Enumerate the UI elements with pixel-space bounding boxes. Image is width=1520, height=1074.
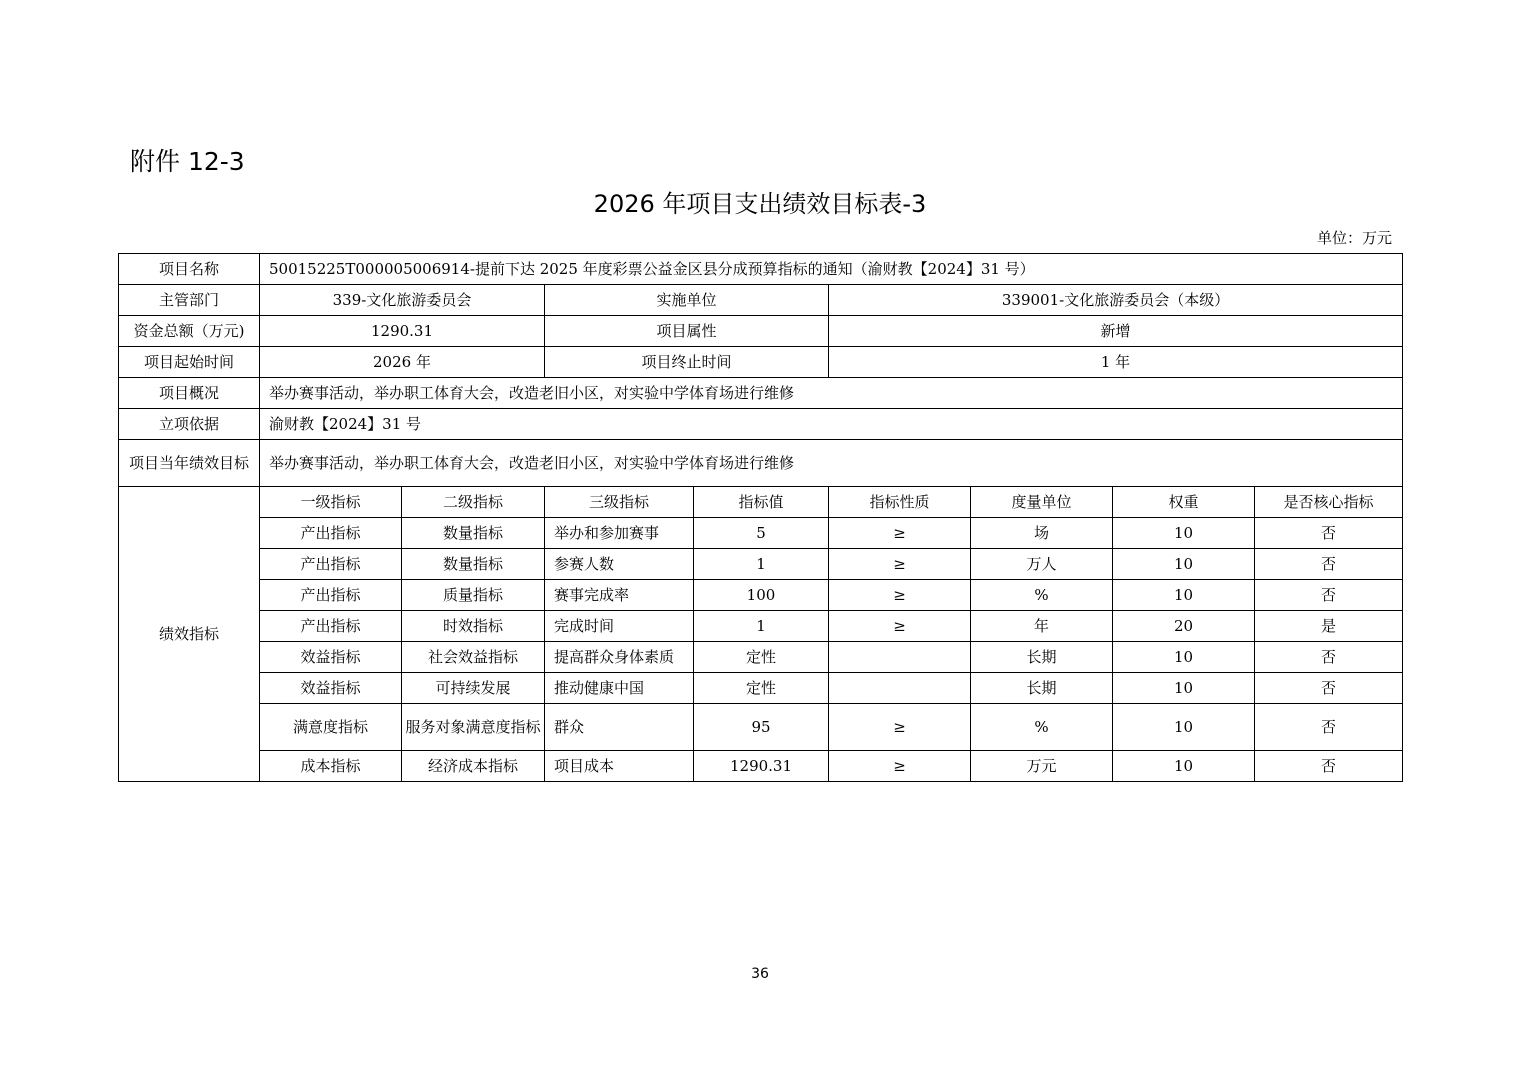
unit-cell: %	[971, 704, 1113, 751]
level1-cell: 产出指标	[260, 580, 402, 611]
header-cell: 是否核心指标	[1255, 487, 1403, 518]
core-cell: 否	[1255, 518, 1403, 549]
start-label: 项目起始时间	[119, 347, 260, 378]
indicator-row	[119, 518, 1403, 549]
unit-cell: 场	[971, 518, 1113, 549]
nature-cell: ≥	[829, 751, 971, 782]
impl-label: 实施单位	[545, 285, 829, 316]
header-cell: 指标值	[694, 487, 829, 518]
page-number: 36	[751, 966, 769, 982]
attr-value: 新增	[829, 316, 1403, 347]
overview-value: 举办赛事活动，举办职工体育大会，改造老旧小区，对实验中学体育场进行维修	[260, 378, 1403, 409]
level1-cell: 产出指标	[260, 549, 402, 580]
unit-cell: 长期	[971, 642, 1113, 673]
impl-value: 339001-文化旅游委员会（本级）	[829, 285, 1403, 316]
attachment-label: 附件 12-3	[130, 147, 245, 176]
unit-cell: %	[971, 580, 1113, 611]
indicator-row	[119, 611, 1403, 642]
unit-label: 单位：万元	[1316, 229, 1392, 247]
goal-value: 举办赛事活动，举办职工体育大会，改造老旧小区，对实验中学体育场进行维修	[260, 440, 1403, 487]
core-cell: 否	[1255, 704, 1403, 751]
goal-label: 项目当年绩效目标	[119, 440, 260, 487]
level3-cell: 举办和参加赛事	[545, 518, 694, 549]
row-goal	[119, 440, 1403, 487]
attr-label: 项目属性	[545, 316, 829, 347]
unit-cell: 万人	[971, 549, 1113, 580]
header-cell: 权重	[1113, 487, 1255, 518]
level1-cell: 满意度指标	[260, 704, 402, 751]
page-title: 2026 年项目支出绩效目标表-3	[593, 190, 927, 218]
core-cell: 否	[1255, 751, 1403, 782]
row-project-name	[119, 254, 1403, 285]
row-basis	[119, 409, 1403, 440]
value-cell: 1	[694, 611, 829, 642]
level3-cell: 群众	[545, 704, 694, 751]
level2-cell: 服务对象满意度指标	[402, 704, 545, 751]
row-overview	[119, 378, 1403, 409]
value-cell: 1	[694, 549, 829, 580]
weight-cell: 10	[1113, 704, 1255, 751]
level3-cell: 参赛人数	[545, 549, 694, 580]
end-value: 1 年	[829, 347, 1403, 378]
value-cell: 5	[694, 518, 829, 549]
level3-cell: 项目成本	[545, 751, 694, 782]
basis-value: 渝财教【2024】31 号	[260, 409, 1403, 440]
row-funds	[119, 316, 1403, 347]
start-value: 2026 年	[260, 347, 545, 378]
project-name-label: 项目名称	[119, 254, 260, 285]
unit-cell: 长期	[971, 673, 1113, 704]
project-name-value: 50015225T000005006914-提前下达 2025 年度彩票公益金区县分成预算指标的通知（渝财教【2024】31 号）	[260, 254, 1403, 285]
value-cell: 定性	[694, 642, 829, 673]
nature-cell	[829, 673, 971, 704]
row-time	[119, 347, 1403, 378]
level2-cell: 数量指标	[402, 518, 545, 549]
level2-cell: 可持续发展	[402, 673, 545, 704]
indicator-row	[119, 642, 1403, 673]
unit-cell: 万元	[971, 751, 1113, 782]
nature-cell	[829, 642, 971, 673]
dept-value: 339-文化旅游委员会	[260, 285, 545, 316]
dept-label: 主管部门	[119, 285, 260, 316]
weight-cell: 20	[1113, 611, 1255, 642]
core-cell: 否	[1255, 642, 1403, 673]
indicator-section-label: 绩效指标	[119, 487, 260, 782]
indicator-row	[119, 704, 1403, 751]
indicator-row	[119, 549, 1403, 580]
level3-cell: 完成时间	[545, 611, 694, 642]
weight-cell: 10	[1113, 642, 1255, 673]
header-cell: 一级指标	[260, 487, 402, 518]
level3-cell: 赛事完成率	[545, 580, 694, 611]
header-cell: 三级指标	[545, 487, 694, 518]
nature-cell: ≥	[829, 580, 971, 611]
level2-cell: 时效指标	[402, 611, 545, 642]
weight-cell: 10	[1113, 751, 1255, 782]
nature-cell: ≥	[829, 704, 971, 751]
unit-cell: 年	[971, 611, 1113, 642]
performance-table	[118, 253, 1403, 782]
nature-cell: ≥	[829, 549, 971, 580]
basis-label: 立项依据	[119, 409, 260, 440]
funds-label: 资金总额（万元)	[119, 316, 260, 347]
core-cell: 是	[1255, 611, 1403, 642]
header-cell: 二级指标	[402, 487, 545, 518]
nature-cell: ≥	[829, 518, 971, 549]
overview-label: 项目概况	[119, 378, 260, 409]
value-cell: 1290.31	[694, 751, 829, 782]
funds-value: 1290.31	[260, 316, 545, 347]
value-cell: 100	[694, 580, 829, 611]
value-cell: 定性	[694, 673, 829, 704]
header-cell: 指标性质	[829, 487, 971, 518]
level1-cell: 成本指标	[260, 751, 402, 782]
indicator-header-row	[119, 487, 1403, 518]
core-cell: 否	[1255, 580, 1403, 611]
level1-cell: 效益指标	[260, 642, 402, 673]
weight-cell: 10	[1113, 580, 1255, 611]
value-cell: 95	[694, 704, 829, 751]
level2-cell: 数量指标	[402, 549, 545, 580]
level3-cell: 推动健康中国	[545, 673, 694, 704]
header-cell: 度量单位	[971, 487, 1113, 518]
level1-cell: 效益指标	[260, 673, 402, 704]
weight-cell: 10	[1113, 549, 1255, 580]
end-label: 项目终止时间	[545, 347, 829, 378]
weight-cell: 10	[1113, 518, 1255, 549]
nature-cell: ≥	[829, 611, 971, 642]
weight-cell: 10	[1113, 673, 1255, 704]
core-cell: 否	[1255, 673, 1403, 704]
level2-cell: 经济成本指标	[402, 751, 545, 782]
level1-cell: 产出指标	[260, 518, 402, 549]
indicator-row	[119, 580, 1403, 611]
level2-cell: 社会效益指标	[402, 642, 545, 673]
level2-cell: 质量指标	[402, 580, 545, 611]
indicator-row	[119, 751, 1403, 782]
indicator-row	[119, 673, 1403, 704]
level3-cell: 提高群众身体素质	[545, 642, 694, 673]
core-cell: 否	[1255, 549, 1403, 580]
level1-cell: 产出指标	[260, 611, 402, 642]
row-dept	[119, 285, 1403, 316]
